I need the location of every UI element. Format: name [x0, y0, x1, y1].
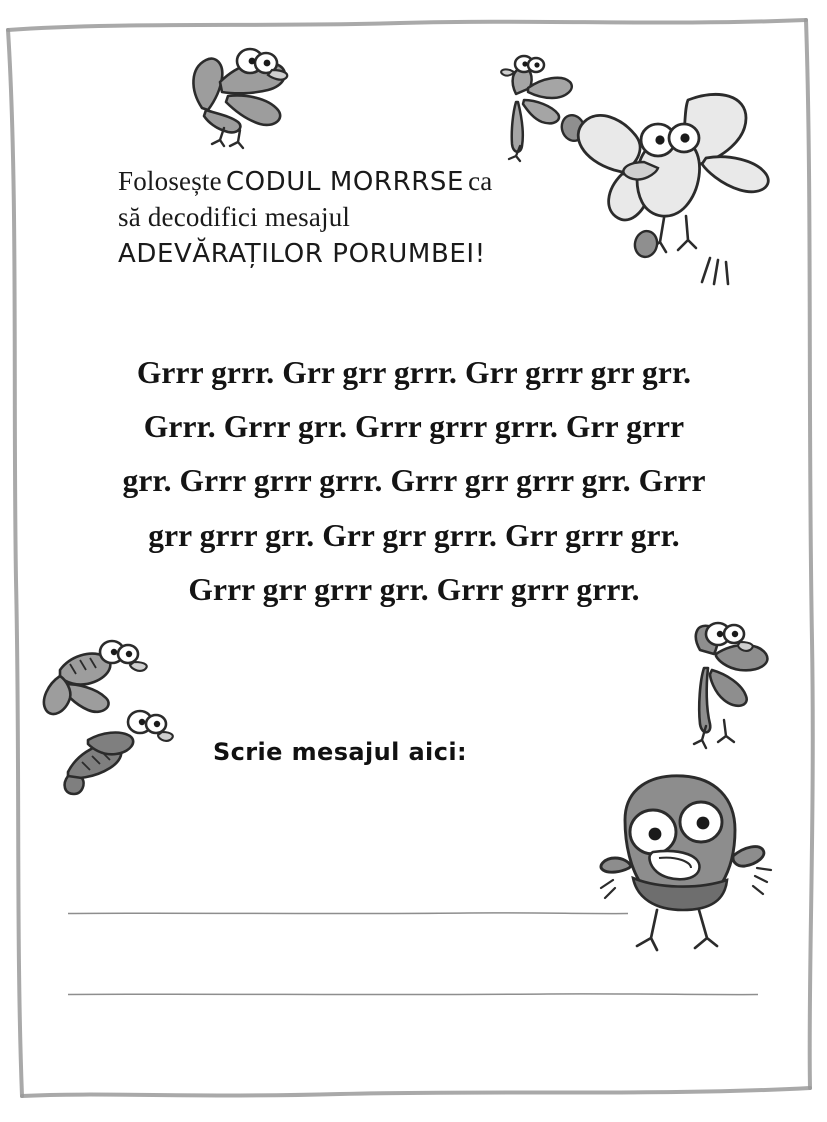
heading-word-foloseste: Folosește: [118, 166, 222, 196]
morse-line: grr. Grrr grrr grrr. Grrr grr grrr grr. Grrr: [122, 463, 706, 499]
page-heading: [118, 165, 588, 270]
morse-line: grr grrr grr. Grr grr grrr. Grr grrr grr.: [148, 517, 680, 553]
pigeon-mid-left-lower: [48, 700, 178, 810]
pigeon-bottom-right: [595, 760, 795, 970]
write-message-prompt: Scrie mesajul aici:: [213, 738, 467, 766]
morse-message-block: [78, 346, 750, 617]
pigeon-top-center: [480, 48, 600, 168]
pigeon-mid-left-upper: [30, 630, 160, 750]
pigeon-top-left: [168, 36, 318, 156]
heading-line-3: ADEVĂRAȚILOR PORUMBEI!: [118, 238, 486, 269]
morse-line: Grrr grrr. Grr grr grrr. Grr grrr grr grr.: [136, 355, 692, 390]
heading-line-2: să decodifici mesajul: [118, 201, 351, 232]
heading-word-ca: ca: [468, 166, 493, 196]
morse-line: Grrr. Grrr grr. Grrr grrr grrr. Grr grrr: [143, 409, 685, 445]
pigeon-top-right: [560, 78, 800, 338]
answer-line-1[interactable]: [68, 912, 628, 915]
pigeon-mid-right: [672, 620, 802, 760]
morse-line: Grrr grr grrr grr. Grrr grrr grrr.: [188, 571, 640, 607]
answer-line-2[interactable]: [68, 993, 758, 996]
heading-word-codul-morrrse: CODUL MORRRSE: [225, 167, 465, 197]
